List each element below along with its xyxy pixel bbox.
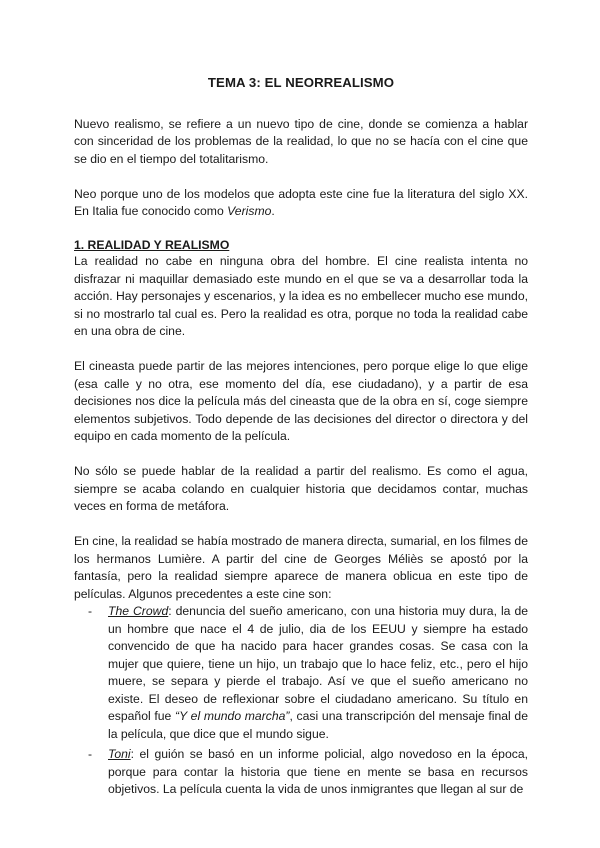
list-item — [88, 746, 528, 799]
intro-paragraph-2 — [74, 186, 528, 221]
document-title: TEMA 3: EL NEORREALISMO — [207, 75, 395, 90]
body-paragraph-3: No sólo se puede hablar de la realidad a partir del realismo. Es como el agua, siempre se acaba colando en cualquier historia que decidamos contar, muchas veces en forma de metáfora. — [74, 464, 528, 513]
intro-paragraph-2-end: . — [271, 204, 275, 218]
list-item-text-end: , casi una transcripción del mensaje final de la película, que dice que el mundo sigue. — [108, 709, 528, 741]
intro-paragraph-1: Nuevo realismo, se refiere a un nuevo tipo de cine, donde se comienza a hablar con sinceridad de los problemas de la realidad, lo que no se hacía con el cine que se dio en el tiempo del totalitarismo. — [74, 116, 528, 166]
verismo-term: Verismo — [227, 204, 272, 218]
body-paragraph-4: En cine, la realidad se había mostrado de manera directa, sumarial, en los filmes de los hermanos Lumière. A partir del cine de Georges Méliès se apostó por la fantasía, pero la realidad siempre aparece de manera oblicua en este tipo de películas. Algunos precedentes a este cine son: — [74, 534, 528, 601]
section-heading: 1. REALIDAD Y REALISMO — [74, 238, 230, 252]
body-paragraph-2: El cineasta puede partir de las mejores intenciones, pero porque elige lo que elige (esa calle y no otra, ese momento del día, ese ciudadano), y a partir de esa decisiones nos dice la película más del cineasta que de la obra en sí, coge siempre elementos subjetivos. Todo depende de las decisiones del director o directora y del equipo en cada momento de la película. — [74, 359, 528, 443]
film-title: The Crowd — [108, 604, 169, 618]
list-item-text: : el guión se basó en un informe policial, algo novedoso en la época, porque para contar la historia que tiene en mente se basa en recursos objetivos. La película cuenta la vida de unos inmigrantes que llegan al sur de — [108, 747, 528, 796]
dash-bullet: - — [88, 747, 93, 761]
precedents-list — [74, 603, 528, 799]
intro-paragraph-2-text: Neo porque uno de los modelos que adopta este cine fue la literatura del siglo XX. En Italia fue conocido como — [74, 186, 528, 218]
film-title: Toni — [108, 747, 131, 761]
list-item — [88, 603, 529, 743]
list-item-text: : denuncia del sueño americano, con una historia muy dura, la de un hombre que nace el 4 de julio, dia de los EEUU y siempre ha estado convencido de que ha nacido para hacer grandes cosas. Se casa con la mujer que quiere, tiene un hijo, un trabajo que lo hace feliz, etc., pero el hijo muere, se separa y pierde el trabajo. Así ve que el sueño americano no existe. El deseo de reflexionar sobre el ciudadano americano. Su título en español fue — [108, 604, 529, 723]
dash-bullet: - — [88, 604, 93, 618]
body-paragraph-1: La realidad no cabe en ninguna obra del hombre. El cine realista intenta no disfrazar ni maquillar demasiado este mundo en el que se va a desarrollar toda la acción. Hay personajes y escenarios, y la idea es no embellecer mucho ese mundo, si no mostrarlo tal cual es. Pero la realidad es otra, porque no toda la realidad cabe en una obra de cine. — [74, 254, 528, 338]
spanish-title-quote: “Y el mundo marcha” — [175, 709, 290, 723]
